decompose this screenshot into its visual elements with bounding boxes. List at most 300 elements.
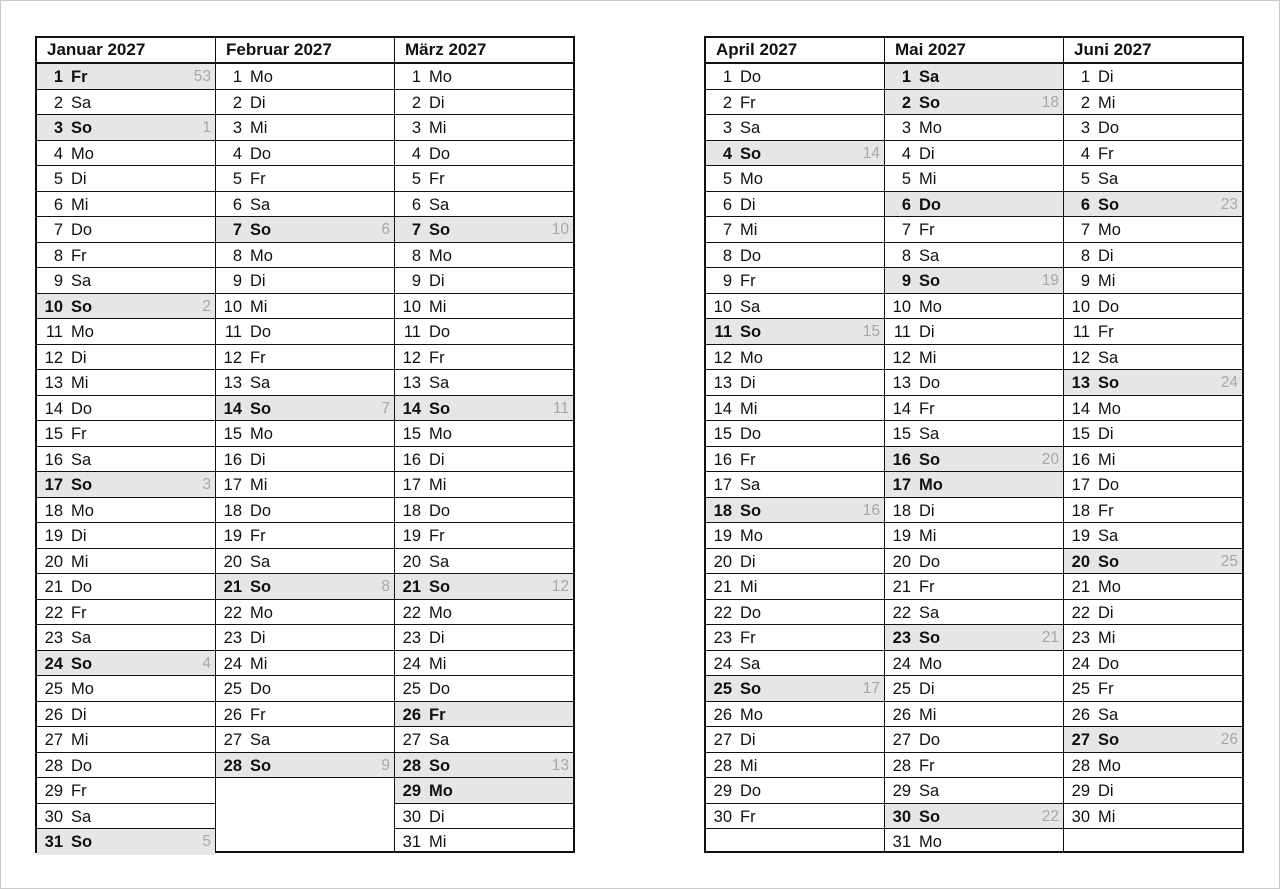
- day-number: 12: [892, 348, 911, 367]
- weekday-label: Fr: [740, 93, 756, 112]
- day-list: [706, 64, 884, 855]
- day-number: 3: [1080, 119, 1090, 137]
- weekday-label: Fr: [429, 170, 445, 188]
- day-number: 14: [1071, 399, 1090, 418]
- day-number: 28: [892, 756, 911, 775]
- day-row: [216, 447, 394, 473]
- weekday-label: So: [71, 654, 93, 673]
- weekday-label: So: [250, 221, 272, 239]
- weekday-label: Mi: [1098, 93, 1116, 112]
- day-list: [885, 64, 1063, 855]
- day-row: [37, 166, 215, 192]
- day-row: [1064, 625, 1242, 651]
- day-number: 18: [713, 501, 732, 520]
- weekday-label: Mi: [429, 119, 447, 137]
- day-number: 14: [223, 399, 242, 418]
- day-row: [1064, 64, 1242, 90]
- day-row: [885, 141, 1063, 167]
- day-row: [706, 345, 884, 371]
- month-column: [1063, 38, 1242, 851]
- weekday-label: Fr: [1098, 144, 1114, 163]
- day-number: 4: [53, 144, 63, 163]
- day-row: [395, 115, 573, 141]
- day-row: [37, 753, 215, 779]
- day-row: [395, 421, 573, 447]
- weekday-label: So: [429, 578, 451, 596]
- day-number: 16: [223, 450, 242, 469]
- week-number: 18: [1041, 93, 1059, 111]
- day-number: 8: [722, 246, 732, 265]
- day-row: [885, 345, 1063, 371]
- day-number: 12: [44, 348, 63, 367]
- day-row: [885, 651, 1063, 677]
- day-number: 18: [223, 501, 242, 520]
- day-number: 9: [1080, 272, 1090, 290]
- weekday-label: Mi: [740, 756, 758, 775]
- week-number: 23: [1220, 195, 1238, 213]
- day-number: 31: [44, 833, 63, 851]
- weekday-label: Fr: [71, 246, 87, 265]
- weekday-label: Fr: [1098, 323, 1114, 341]
- month-column: [215, 38, 394, 851]
- weekday-label: So: [71, 119, 93, 137]
- month-header: April 2027: [706, 38, 884, 64]
- day-number: 3: [53, 119, 63, 137]
- day-number: 5: [722, 170, 732, 188]
- day-row-holiday: [37, 829, 215, 855]
- weekday-label: Mo: [71, 680, 94, 698]
- weekday-label: So: [740, 501, 762, 520]
- day-number: 1: [722, 68, 732, 86]
- day-row: [706, 651, 884, 677]
- day-row: [216, 727, 394, 753]
- day-number: 6: [53, 195, 63, 214]
- weekday-label: Sa: [71, 629, 92, 647]
- weekday-label: So: [429, 399, 451, 418]
- weekday-label: Mi: [250, 654, 268, 673]
- weekday-label: Do: [919, 552, 941, 571]
- day-number: 3: [722, 119, 732, 137]
- weekday-label: Di: [1098, 603, 1114, 622]
- day-list: [216, 64, 394, 855]
- weekday-label: Sa: [740, 476, 761, 494]
- weekday-label: Mi: [250, 476, 268, 494]
- weekday-label: Mi: [429, 297, 447, 316]
- day-number: 25: [1071, 680, 1090, 698]
- weekday-label: Di: [740, 552, 756, 571]
- day-number: 10: [713, 297, 732, 316]
- weekday-label: So: [919, 450, 941, 469]
- day-number: 6: [232, 195, 242, 214]
- day-row: [706, 727, 884, 753]
- weekday-label: Di: [740, 195, 756, 214]
- weekday-label: Fr: [250, 527, 266, 545]
- day-row: [216, 625, 394, 651]
- week-number: 8: [381, 578, 390, 595]
- day-row-holiday: [885, 90, 1063, 116]
- week-number: 53: [193, 68, 211, 85]
- day-row: [37, 90, 215, 116]
- day-row: [706, 370, 884, 396]
- weekday-label: Fr: [429, 348, 445, 367]
- day-number: 22: [1071, 603, 1090, 622]
- weekday-label: Sa: [429, 731, 450, 749]
- day-number: 6: [1080, 195, 1090, 214]
- day-row: [885, 574, 1063, 600]
- day-number: 13: [713, 374, 732, 392]
- weekday-label: So: [250, 399, 272, 418]
- day-number: 2: [1080, 93, 1090, 112]
- day-number: 8: [232, 246, 242, 265]
- day-row: [706, 64, 884, 90]
- week-number: 12: [551, 578, 569, 595]
- day-number: 4: [1080, 144, 1090, 163]
- day-row: [395, 447, 573, 473]
- weekday-label: Mo: [429, 603, 452, 622]
- day-row: [706, 396, 884, 422]
- day-row-holiday: [1064, 192, 1242, 218]
- weekday-label: Di: [919, 501, 935, 520]
- day-number: 19: [713, 527, 732, 545]
- weekday-label: Mi: [740, 578, 758, 596]
- day-row: [706, 472, 884, 498]
- day-row: [885, 166, 1063, 192]
- weekday-label: Mi: [919, 170, 937, 188]
- weekday-label: Di: [71, 527, 87, 545]
- month-header: Mai 2027: [885, 38, 1063, 64]
- day-row: [1064, 778, 1242, 804]
- month-header: Februar 2027: [216, 38, 394, 64]
- weekday-label: Fr: [429, 705, 446, 724]
- day-number: 11: [1072, 323, 1090, 341]
- day-row: [37, 396, 215, 422]
- weekday-label: Fr: [919, 221, 935, 239]
- weekday-label: Mo: [71, 501, 94, 520]
- weekday-label: Mi: [429, 476, 447, 494]
- day-row-holiday: [395, 574, 573, 600]
- day-row: [706, 268, 884, 294]
- day-row: [395, 345, 573, 371]
- day-number: 27: [402, 731, 421, 749]
- weekday-label: Do: [740, 782, 762, 800]
- weekday-label: Sa: [429, 374, 450, 392]
- weekday-label: Fr: [740, 629, 756, 647]
- day-row: [1064, 115, 1242, 141]
- weekday-label: Mo: [250, 603, 273, 622]
- weekday-label: Mi: [919, 348, 937, 367]
- day-number: 10: [44, 297, 63, 316]
- month-column: [37, 38, 215, 851]
- weekday-label: Fr: [919, 756, 935, 775]
- weekday-label: Do: [250, 680, 272, 698]
- day-number: 13: [402, 374, 421, 392]
- weekday-label: Di: [740, 731, 756, 749]
- weekday-label: Mo: [1098, 756, 1121, 775]
- day-row: [1064, 421, 1242, 447]
- weekday-label: Sa: [71, 93, 92, 112]
- day-number: 7: [722, 221, 732, 239]
- day-row: [37, 498, 215, 524]
- day-number: 2: [722, 93, 732, 112]
- week-number: 2: [202, 297, 211, 315]
- day-number: 30: [892, 807, 911, 826]
- day-number: 11: [403, 323, 421, 341]
- day-number: 28: [713, 756, 732, 775]
- weekday-label: Mo: [429, 425, 452, 443]
- day-number: 23: [1071, 629, 1090, 647]
- day-number: 13: [1071, 374, 1090, 392]
- weekday-label: Sa: [919, 425, 940, 443]
- weekday-label: Do: [71, 221, 93, 239]
- weekday-label: Do: [429, 323, 451, 341]
- day-row-holiday: [706, 498, 884, 524]
- day-number: 5: [901, 170, 911, 188]
- day-row-holiday: [885, 447, 1063, 473]
- day-number: 27: [1071, 731, 1090, 749]
- day-row: [216, 676, 394, 702]
- day-row: [395, 600, 573, 626]
- day-number: 6: [901, 195, 911, 214]
- day-number: 10: [892, 297, 911, 316]
- weekday-label: Mo: [1098, 578, 1121, 596]
- day-row: [706, 778, 884, 804]
- day-number: 20: [402, 552, 421, 571]
- day-number: 20: [713, 552, 732, 571]
- week-number: 15: [862, 323, 880, 340]
- weekday-label: Fr: [919, 399, 935, 418]
- day-list: [395, 64, 573, 855]
- day-number: 2: [901, 93, 911, 112]
- day-row: [37, 192, 215, 218]
- weekday-label: Mi: [250, 119, 268, 137]
- day-number: 16: [892, 450, 911, 469]
- day-row: [885, 370, 1063, 396]
- day-row: [216, 651, 394, 677]
- week-number: 1: [202, 119, 211, 136]
- week-number: 13: [551, 756, 569, 774]
- day-number: 26: [1071, 705, 1090, 724]
- weekday-label: So: [250, 578, 272, 596]
- day-row: [706, 523, 884, 549]
- day-number: 8: [1080, 246, 1090, 265]
- weekday-label: Mo: [919, 654, 942, 673]
- day-list: [1064, 64, 1242, 855]
- day-row: [1064, 166, 1242, 192]
- day-number: 1: [901, 68, 911, 86]
- day-number: 10: [1071, 297, 1090, 316]
- weekday-label: Di: [919, 144, 935, 163]
- weekday-label: So: [1098, 731, 1120, 749]
- week-number: 25: [1220, 552, 1238, 570]
- day-number: 22: [44, 603, 63, 622]
- day-number: 22: [223, 603, 242, 622]
- day-row: [216, 192, 394, 218]
- weekday-label: Mi: [71, 552, 89, 571]
- day-number: 2: [232, 93, 242, 112]
- day-row: [216, 523, 394, 549]
- day-row: [1064, 651, 1242, 677]
- day-number: 1: [53, 68, 63, 86]
- day-row: [1064, 498, 1242, 524]
- day-row-holiday: [885, 64, 1063, 90]
- day-number: 7: [901, 221, 911, 239]
- month-header: März 2027: [395, 38, 573, 64]
- day-number: 28: [1071, 756, 1090, 775]
- weekday-label: Fr: [429, 527, 445, 545]
- day-row: [706, 115, 884, 141]
- week-number: 6: [381, 221, 390, 238]
- weekday-label: Sa: [919, 603, 940, 622]
- day-number: 10: [223, 297, 242, 316]
- month-column: [394, 38, 573, 851]
- day-row: [706, 625, 884, 651]
- weekday-label: Do: [429, 680, 451, 698]
- weekday-label: Mo: [1098, 399, 1121, 418]
- day-row: [1064, 447, 1242, 473]
- day-row: [885, 829, 1063, 855]
- weekday-label: Do: [1098, 119, 1120, 137]
- day-row: [395, 268, 573, 294]
- day-number: 17: [713, 476, 732, 494]
- day-number: 4: [232, 144, 242, 163]
- day-row: [885, 319, 1063, 345]
- day-row: [216, 498, 394, 524]
- day-row: [37, 141, 215, 167]
- day-number: 6: [411, 195, 421, 214]
- weekday-label: Di: [1098, 246, 1114, 265]
- weekday-label: Di: [250, 272, 266, 290]
- weekday-label: Sa: [919, 782, 940, 800]
- day-number: 15: [892, 425, 911, 443]
- week-number: 16: [862, 501, 880, 519]
- weekday-label: Mo: [250, 68, 273, 86]
- week-number: 9: [381, 756, 390, 774]
- day-row: [395, 804, 573, 830]
- day-row: [885, 549, 1063, 575]
- weekday-label: So: [71, 297, 93, 316]
- day-number: 12: [713, 348, 732, 367]
- weekday-label: So: [919, 807, 941, 826]
- day-row: [37, 447, 215, 473]
- weekday-label: So: [919, 272, 941, 290]
- day-number: 21: [402, 578, 421, 596]
- day-number: 11: [224, 323, 242, 341]
- weekday-label: Do: [919, 195, 941, 214]
- weekday-label: Do: [429, 501, 451, 520]
- weekday-label: Do: [250, 501, 272, 520]
- weekday-label: Do: [919, 731, 941, 749]
- day-row: [1064, 90, 1242, 116]
- week-number: 10: [551, 221, 569, 238]
- day-row-holiday: [216, 574, 394, 600]
- day-number: 15: [1071, 425, 1090, 443]
- day-row-holiday: [216, 396, 394, 422]
- day-number: 2: [411, 93, 421, 112]
- day-row: [216, 141, 394, 167]
- weekday-label: Sa: [740, 297, 761, 316]
- day-row-holiday: [216, 217, 394, 243]
- day-row: [395, 523, 573, 549]
- weekday-label: So: [740, 323, 762, 341]
- day-row: [885, 396, 1063, 422]
- weekday-label: Mi: [71, 374, 89, 392]
- day-row: [1064, 345, 1242, 371]
- weekday-label: Sa: [1098, 170, 1119, 188]
- day-row: [37, 676, 215, 702]
- day-row-holiday: [37, 115, 215, 141]
- day-number: 21: [44, 578, 63, 596]
- calendar-half-q2: [704, 36, 1244, 853]
- day-row: [216, 268, 394, 294]
- weekday-label: Do: [250, 144, 272, 163]
- weekday-label: Mo: [919, 297, 942, 316]
- weekday-label: Mo: [1098, 221, 1121, 239]
- day-row: [216, 166, 394, 192]
- weekday-label: Mo: [740, 705, 763, 724]
- day-row-holiday: [1064, 370, 1242, 396]
- weekday-label: Sa: [250, 731, 271, 749]
- weekday-label: Mi: [1098, 629, 1116, 647]
- day-row: [395, 90, 573, 116]
- day-row: [216, 345, 394, 371]
- day-row-holiday: [37, 651, 215, 677]
- day-row: [706, 804, 884, 830]
- weekday-label: Sa: [919, 246, 940, 265]
- day-row: [395, 370, 573, 396]
- day-number: 24: [223, 654, 242, 673]
- day-number: 7: [232, 221, 242, 239]
- day-number: 28: [223, 756, 242, 775]
- day-row-holiday: [1064, 727, 1242, 753]
- day-list: [37, 64, 215, 855]
- day-number: 29: [892, 782, 911, 800]
- day-row: [216, 90, 394, 116]
- day-number: 20: [44, 552, 63, 571]
- weekday-label: Mo: [250, 246, 273, 265]
- weekday-label: Sa: [71, 450, 92, 469]
- week-number: 4: [202, 654, 211, 672]
- weekday-label: So: [740, 680, 762, 698]
- day-number: 26: [223, 705, 242, 724]
- day-number: 27: [713, 731, 732, 749]
- weekday-label: Fr: [71, 425, 87, 443]
- month-header: Juni 2027: [1064, 38, 1242, 64]
- day-row-holiday: [1064, 549, 1242, 575]
- day-row: [395, 472, 573, 498]
- day-row: [395, 727, 573, 753]
- day-row: [395, 625, 573, 651]
- day-row: [395, 294, 573, 320]
- weekday-label: Mo: [429, 782, 453, 800]
- weekday-label: Sa: [919, 68, 940, 86]
- weekday-label: Mo: [740, 348, 763, 367]
- weekday-label: Do: [250, 323, 272, 341]
- weekday-label: Di: [429, 272, 445, 290]
- weekday-label: Do: [1098, 654, 1120, 673]
- day-row: [216, 64, 394, 90]
- day-row: [395, 676, 573, 702]
- day-row: [885, 115, 1063, 141]
- day-row: [885, 753, 1063, 779]
- day-number: 30: [402, 807, 421, 826]
- day-number: 3: [411, 119, 421, 137]
- weekday-label: Mi: [250, 297, 268, 316]
- day-row: [395, 651, 573, 677]
- weekday-label: So: [1098, 374, 1120, 392]
- day-number: 13: [223, 374, 242, 392]
- weekday-label: Do: [71, 399, 93, 418]
- day-number: 24: [892, 654, 911, 673]
